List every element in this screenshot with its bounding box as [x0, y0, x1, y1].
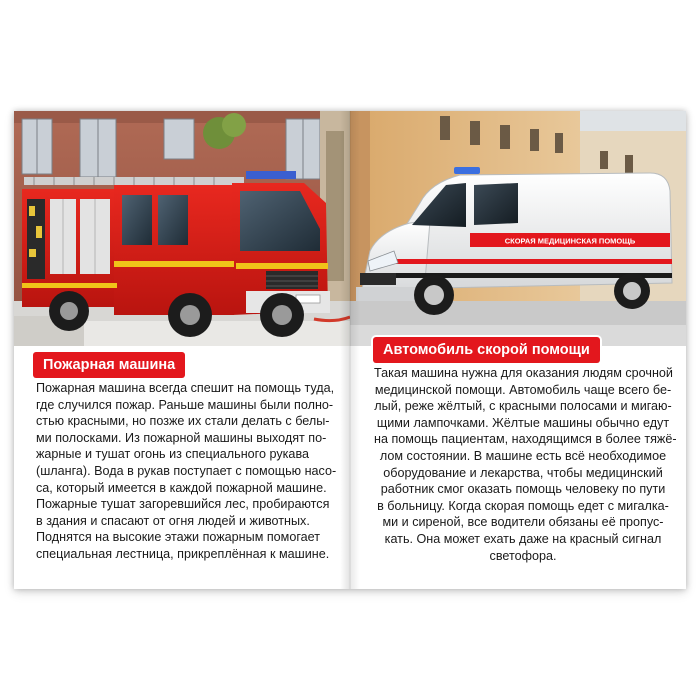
text-line: Пожарные тушат загоревшийся лес, пробираются: [36, 497, 330, 512]
text-line: лый, реже жёлтый, с красными полосами и мигаю-: [374, 399, 672, 414]
ambulance-photo: [350, 111, 686, 346]
open-book: [14, 111, 686, 589]
text-line: лом состоянии. В машине есть всё необходимое: [379, 448, 667, 463]
text-line: работник смог оказать помощь человеку по пути: [380, 482, 666, 497]
text-line: жарные и тушат огонь из специального рукава: [36, 447, 309, 462]
text-line: на помощь пациентам, находящимся в более тяжё-: [374, 432, 677, 447]
text-line: щими лампочками. Жёлтые машины обычно едут: [376, 415, 670, 430]
text-line: стью красными, но позже их стали делать с белы-: [36, 414, 330, 429]
text-line: светофора.: [489, 548, 557, 563]
text-line: в больницу. Когда скорая помощь едет с мигалка-: [377, 498, 669, 513]
left-page: [14, 111, 350, 589]
fire-truck-heading: Пожарная машина: [33, 352, 185, 378]
text-line: (шланга). Вода в рукав поступает с помощью насо-: [36, 463, 337, 478]
text-line: где случился пожар. Раньше машины были полно-: [36, 397, 334, 412]
text-line: медицинской помощи. Автомобиль чаще всего бе-: [374, 382, 672, 397]
fire-truck-text: [36, 380, 336, 563]
text-line: ми и сиреной, все водители обязаны её пропус-: [382, 515, 664, 530]
text-line: Такая машина нужна для оказания людям срочной: [374, 366, 673, 380]
text-line: ми полосками. Из пожарной машины выходят по-: [36, 430, 327, 445]
text-line: в здания и спасают от огня людей и животных.: [36, 513, 310, 528]
ambulance-heading: Автомобиль скорой помощи: [373, 337, 600, 363]
text-line: кать. Она может ехать даже на красный сигнал: [384, 531, 662, 546]
fire-truck-photo: [14, 111, 350, 346]
right-page: [350, 111, 686, 589]
text-line: Пожарная машина всегда спешит на помощь туда,: [36, 381, 335, 395]
text-line: оборудование и лекарства, чтобы медицинский: [383, 465, 663, 480]
text-line: специальная лестница, прикреплённая к машине.: [36, 546, 330, 561]
ambulance-text: [374, 365, 677, 564]
text-line: са, который имеется в каждой пожарной машине.: [36, 480, 327, 495]
van-label: СКОРАЯ МЕДИЦИНСКАЯ ПОМОЩЬ: [504, 236, 636, 246]
text-line: Поднятся на высокие этажи пожарным помогает: [36, 530, 321, 545]
